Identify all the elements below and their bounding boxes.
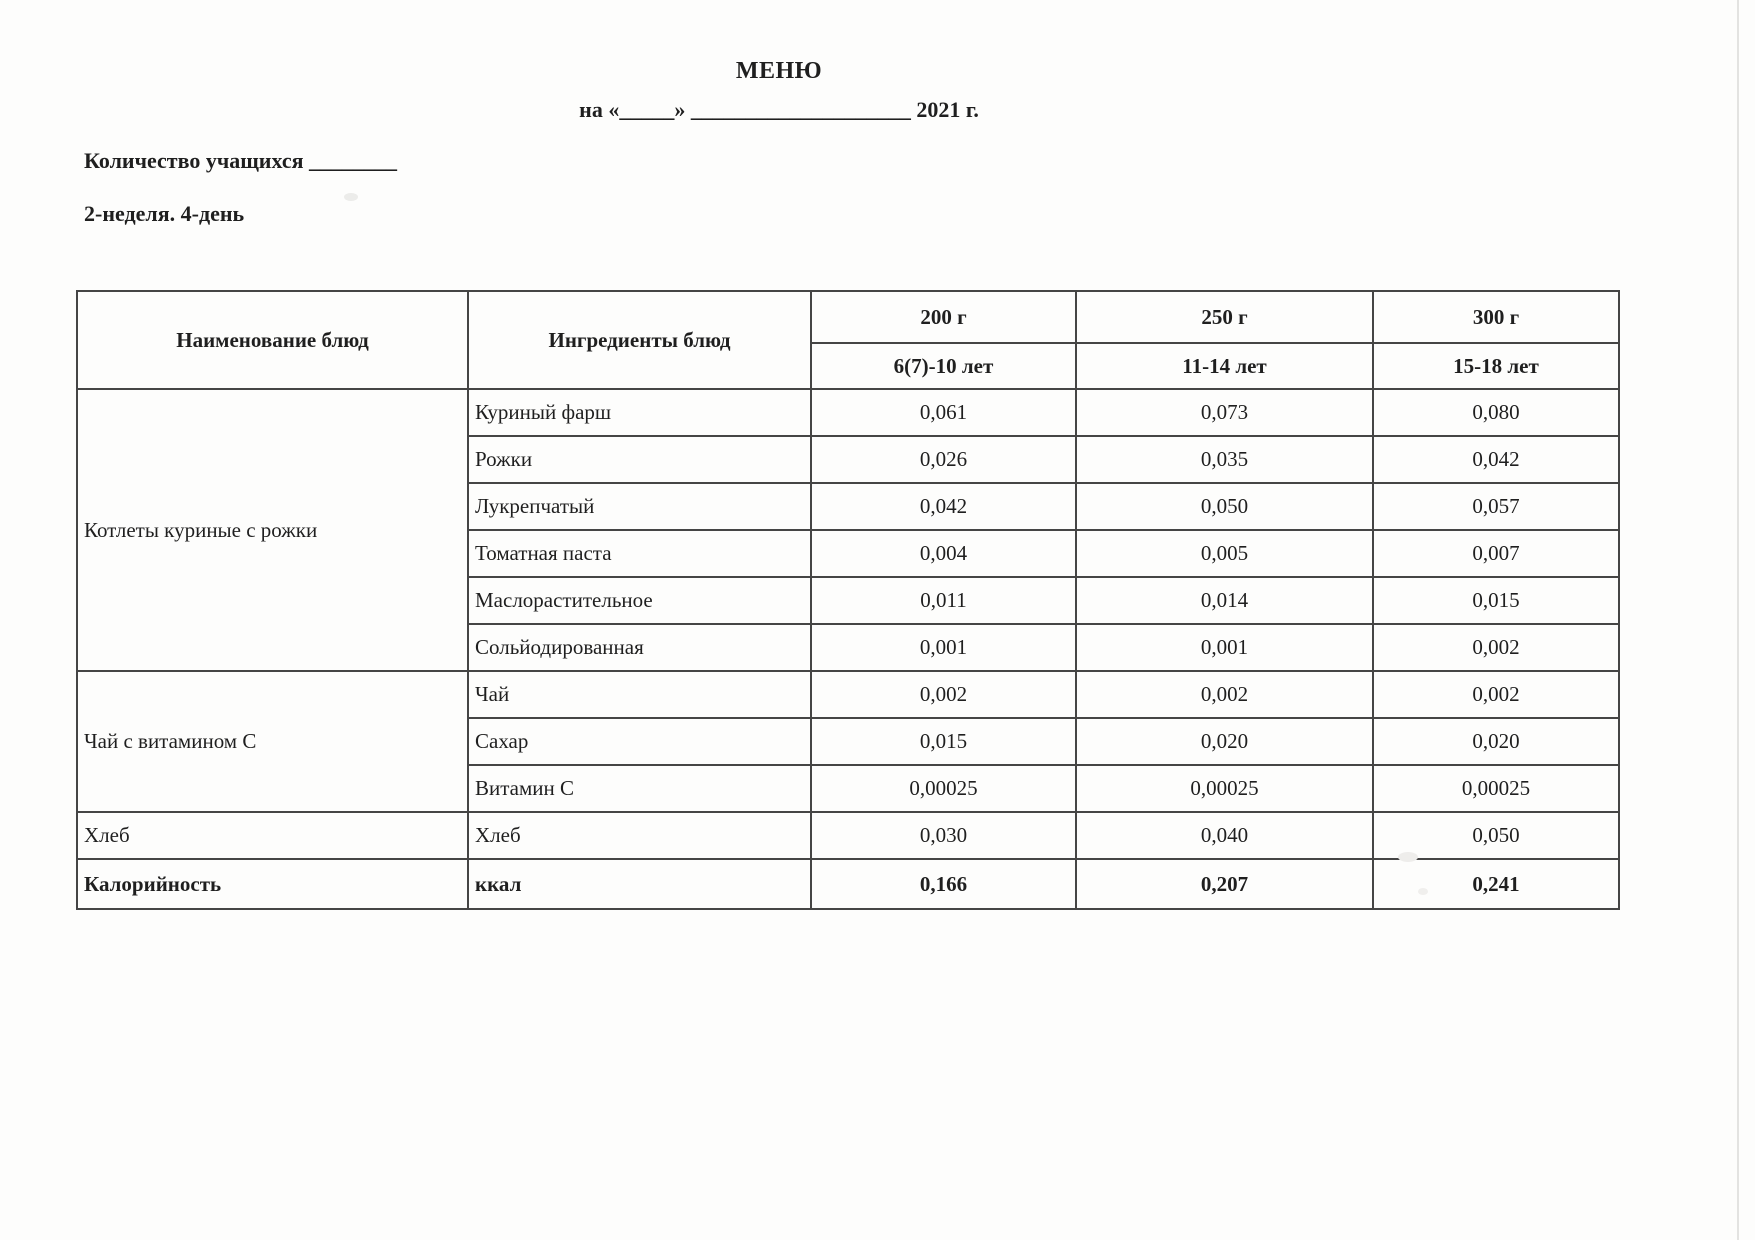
value-cell: 0,073 — [1076, 389, 1373, 436]
value-cell: 0,00025 — [811, 765, 1076, 812]
header-age-6-10: 6(7)-10 лет — [811, 343, 1076, 389]
ingredient-cell: Витамин С — [468, 765, 811, 812]
value-cell: 0,166 — [811, 859, 1076, 909]
value-cell: 0,080 — [1373, 389, 1619, 436]
table-row — [77, 671, 1619, 718]
header-ingredients: Ингредиенты блюд — [468, 291, 811, 389]
value-cell: 0,00025 — [1076, 765, 1373, 812]
dish-name-cell: Чай с витамином С — [77, 671, 468, 812]
ingredient-cell: Маслорастительное — [468, 577, 811, 624]
value-cell: 0,002 — [811, 671, 1076, 718]
ingredient-cell: Куриный фарш — [468, 389, 811, 436]
date-line: на «_____» ____________________ 2021 г. — [579, 97, 979, 122]
value-cell: 0,004 — [811, 530, 1076, 577]
week-day-line: 2-неделя. 4-день — [84, 201, 245, 226]
value-cell: 0,007 — [1373, 530, 1619, 577]
document-title: МЕНЮ — [735, 58, 823, 84]
value-cell: 0,001 — [811, 624, 1076, 671]
header-row-portions — [77, 291, 1619, 343]
scan-speckle — [344, 193, 358, 201]
value-cell: 0,001 — [1076, 624, 1373, 671]
ingredient-cell: Томатная паста — [468, 530, 811, 577]
students-count-line: Количество учащихся ________ — [84, 148, 398, 173]
value-cell: 0,020 — [1373, 718, 1619, 765]
value-cell: 0,042 — [1373, 436, 1619, 483]
dish-name-cell: Хлеб — [77, 812, 468, 859]
value-cell: 0,002 — [1373, 624, 1619, 671]
value-cell: 0,042 — [811, 483, 1076, 530]
ingredient-cell: Сахар — [468, 718, 811, 765]
ingredient-cell: Лукрепчатый — [468, 483, 811, 530]
ingredient-cell: Хлеб — [468, 812, 811, 859]
value-cell: 0,014 — [1076, 577, 1373, 624]
value-cell: 0,026 — [811, 436, 1076, 483]
value-cell: 0,241 — [1373, 859, 1619, 909]
value-cell: 0,035 — [1076, 436, 1373, 483]
value-cell: 0,002 — [1373, 671, 1619, 718]
value-cell: 0,005 — [1076, 530, 1373, 577]
table-row — [77, 812, 1619, 859]
value-cell: 0,207 — [1076, 859, 1373, 909]
value-cell: 0,030 — [811, 812, 1076, 859]
table-row — [77, 389, 1619, 436]
calories-label-cell: Калорийность — [77, 859, 468, 909]
value-cell: 0,057 — [1373, 483, 1619, 530]
header-portion-250g: 250 г — [1076, 291, 1373, 343]
header-dish-name: Наименование блюд — [77, 291, 468, 389]
scan-edge-shadow — [1737, 0, 1739, 1240]
value-cell: 0,050 — [1076, 483, 1373, 530]
header-age-11-14: 11-14 лет — [1076, 343, 1373, 389]
value-cell: 0,020 — [1076, 718, 1373, 765]
value-cell: 0,011 — [811, 577, 1076, 624]
ingredient-cell: Чай — [468, 671, 811, 718]
menu-table — [76, 290, 1620, 910]
value-cell: 0,040 — [1076, 812, 1373, 859]
ingredient-cell: Рожки — [468, 436, 811, 483]
value-cell: 0,00025 — [1373, 765, 1619, 812]
value-cell: 0,061 — [811, 389, 1076, 436]
header-portion-300g: 300 г — [1373, 291, 1619, 343]
header-portion-200g: 200 г — [811, 291, 1076, 343]
dish-name-cell: Котлеты куриные с рожки — [77, 389, 468, 671]
ingredient-cell: Сольйодированная — [468, 624, 811, 671]
value-cell: 0,015 — [1373, 577, 1619, 624]
header-age-15-18: 15-18 лет — [1373, 343, 1619, 389]
calories-unit-cell: ккал — [468, 859, 811, 909]
value-cell: 0,002 — [1076, 671, 1373, 718]
value-cell: 0,050 — [1373, 812, 1619, 859]
calories-row — [77, 859, 1619, 909]
value-cell: 0,015 — [811, 718, 1076, 765]
